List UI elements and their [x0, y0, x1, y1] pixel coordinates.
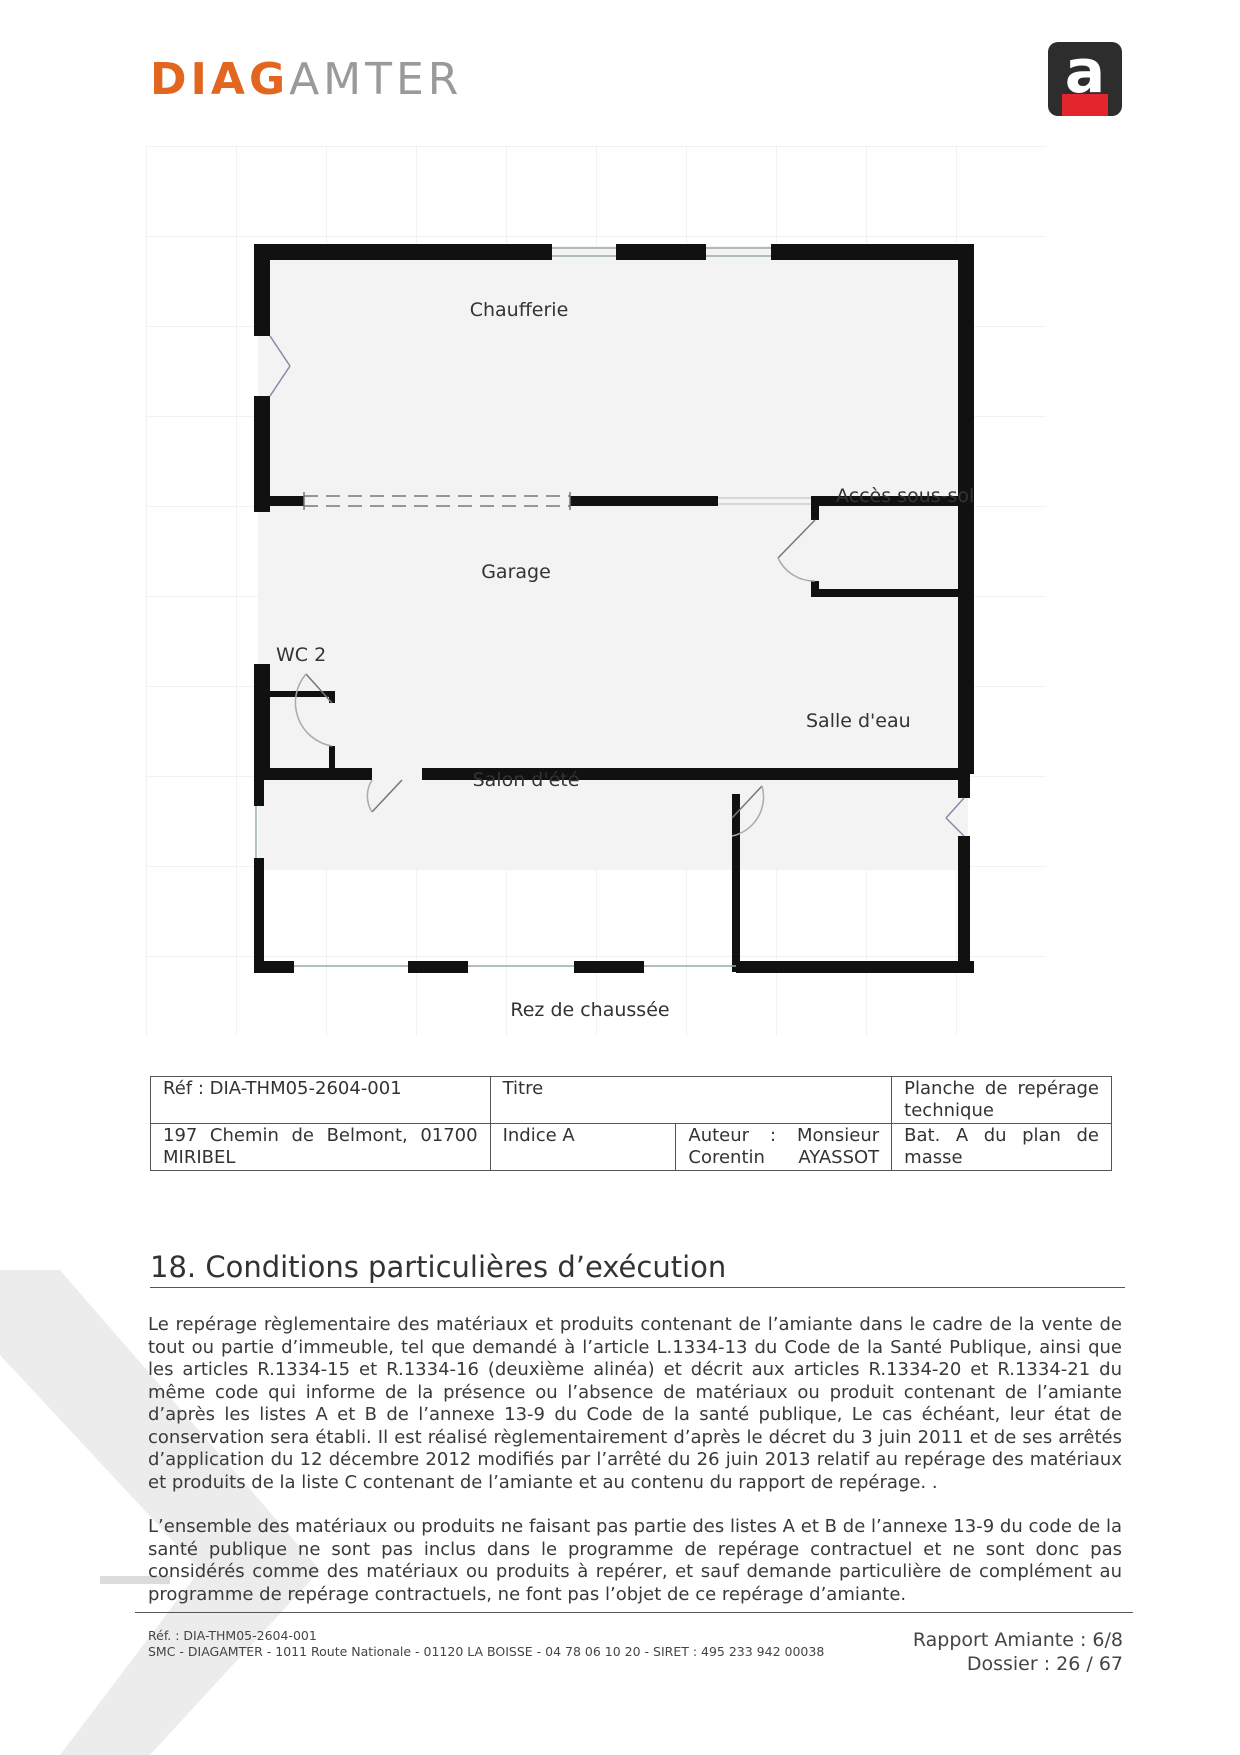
room-label-garage: Garage	[481, 561, 551, 583]
titre-value-cell: Planche de repérage technique	[892, 1077, 1112, 1124]
floor-plan	[146, 146, 1046, 1036]
badge-letter: a	[1064, 42, 1106, 107]
address-cell: 197 Chemin de Belmont, 01700 MIRIBEL	[151, 1124, 491, 1171]
paragraph-1: Le repérage règlementaire des matériaux et produits contenant de l’amiante dans le cadre de la vente de tout ou partie d’immeuble, tel que demandé à l’article L.1334-13 du Code de la Santé Publique, ainsi que les articles R.1334-15 et R.1334-16 (deuxième alinéa) et décrit aux articles R.1334-20 et R.1334-21 du même code qui informe de la présence ou l’absence de matériaux ou produit contenant de l’amiante d’après les listes A et B de l’annexe 13-9 du Code de la santé publique, Le cas échéant, leur état de conservation sera établi. Il est réalisé règlementairement d’après le décret du 3 juin 2011 et de ses arrêtés d’application du 12 décembre 2012 modifiés par l’arrêté du 26 juin 2013 relatif au repérage des matériaux et produits de la liste C contenant de l’amiante et au contenu du rapport de repérage. .	[148, 1314, 1122, 1493]
section-title: 18. Conditions particulières d’exécution	[150, 1250, 1125, 1288]
footer-rapport: Rapport Amiante : 6/8	[912, 1629, 1123, 1651]
footer-left	[148, 1628, 824, 1660]
room-label-acces-sous-sol: Accès sous-sol	[836, 485, 975, 507]
level-label: Rez de chaussée	[510, 999, 670, 1021]
bat-cell: Bat. A du plan de masse	[892, 1124, 1112, 1171]
footer-divider	[135, 1612, 1133, 1613]
ref-cell: Réf : DIA-THM05-2604-001	[151, 1077, 491, 1124]
auteur-cell: Auteur : Monsieur Corentin AYASSOT	[676, 1124, 892, 1171]
footer-right	[913, 1628, 1123, 1676]
paragraph-2: L’ensemble des matériaux ou produits ne faisant pas partie des listes A et B de l’annexe 13-9 du code de la santé publique ne sont pas inclus dans le programme de repérage contractuel et ne sont donc pas considérés comme des matériaux ou produits à repérer, et sauf demande particulière de complément au programme de repérage contractuels, ne font pas l’objet de ce repérage d’amiante.	[148, 1516, 1122, 1605]
room-label-wc2: WC 2	[276, 644, 327, 666]
table-row	[151, 1077, 1112, 1124]
amiante-badge-icon	[1048, 42, 1122, 116]
room-label-chaufferie: Chaufferie	[469, 299, 569, 321]
footer-ref: Réf. : DIA-THM05-2604-001	[148, 1628, 317, 1643]
footer-dossier: Dossier : 26 / 67	[966, 1653, 1123, 1675]
indice-cell: Indice A	[490, 1124, 676, 1171]
logo-text-orange: DIAG	[150, 54, 290, 105]
logo-text-grey: AMTER	[289, 54, 463, 105]
titre-label-cell: Titre	[490, 1077, 892, 1124]
diagamter-logo	[150, 54, 463, 105]
reference-table	[150, 1076, 1112, 1171]
table-row	[151, 1124, 1112, 1171]
room-label-salon-ete: Salon d'été	[472, 769, 580, 791]
room-label-salle-deau: Salle d'eau	[806, 710, 911, 732]
footer-company: SMC - DIAGAMTER - 1011 Route Nationale - 01120 LA BOISSE - 04 78 06 10 20 - SIRET : 495 233 942 00038	[148, 1644, 825, 1659]
